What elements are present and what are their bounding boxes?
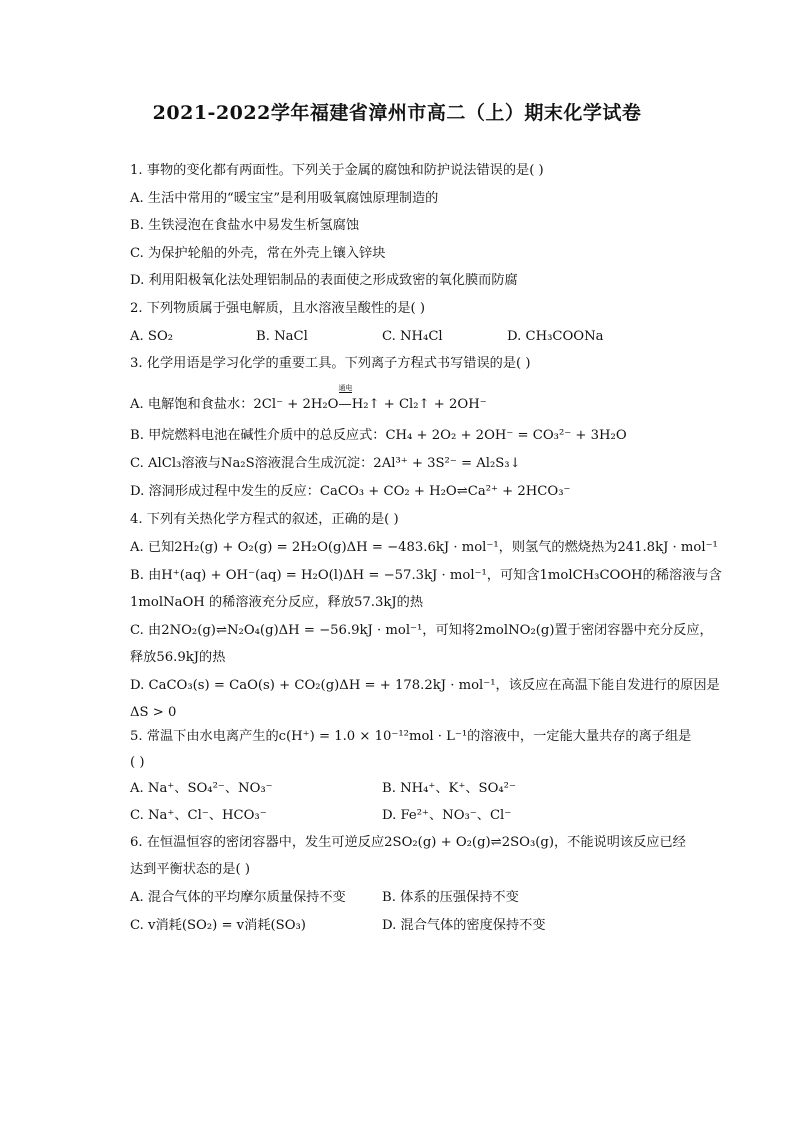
question-1-option-a: A. 生活中常用的“暖宝宝”是利用吸氧腐蚀原理制造的 xyxy=(130,191,439,206)
question-4-option-b-cont: 1molNaOH 的稀溶液充分反应，释放57.3kJ的热 xyxy=(130,595,424,610)
question-4-option-d-cont: ΔS > 0 xyxy=(130,705,177,720)
question-4-option-c: C. 由2NO₂(g)⇌N₂O₄(g)ΔH = −56.9kJ · mol⁻¹，可知将2molNO₂(g)置于密闭容器中充分反应， xyxy=(130,623,713,638)
question-1-option-d: D. 利用阳极氧化法处理铝制品的表面使之形成致密的氧化膜而防腐 xyxy=(130,273,518,288)
question-2-option-a: A. SO₂ xyxy=(130,329,174,344)
question-2-options xyxy=(130,328,700,346)
question-5-options-row-2 xyxy=(130,807,700,825)
question-5-option-b: B. NH₄⁺、K⁺、SO₄²⁻ xyxy=(382,781,516,796)
page-title: 2021-2022学年福建省漳州市高二（上）期末化学试卷 xyxy=(152,102,642,124)
question-4-option-a: A. 已知2H₂(g) + O₂(g) = 2H₂O(g)ΔH = −483.6kJ · mol⁻¹，则氢气的燃烧热为241.8kJ · mol⁻¹ xyxy=(130,540,718,555)
question-3-option-a xyxy=(130,384,700,414)
question-6-option-a: A. 混合气体的平均摩尔质量保持不变 xyxy=(130,890,346,905)
question-1-stem: 1. 事物的变化都有两面性。下列关于金属的腐蚀和防护说法错误的是( ) xyxy=(130,163,544,178)
question-5-stem-cont: ( ) xyxy=(130,755,145,770)
question-2-option-d: D. CH₃COONa xyxy=(507,329,604,344)
question-2-stem: 2. 下列物质属于强电解质，且水溶液呈酸性的是( ) xyxy=(130,301,426,316)
electrolysis-label: 通电 xyxy=(338,384,353,392)
question-6-stem: 6. 在恒温恒容的密闭容器中，发生可逆反应2SO₂(g) + O₂(g)⇌2SO₃(g)，不能说明该反应已经 xyxy=(130,835,686,850)
question-5-option-a: A. Na⁺、SO₄²⁻、NO₃⁻ xyxy=(130,781,273,796)
question-5-stem: 5. 常温下由水电离产生的c(H⁺) = 1.0 × 10⁻¹²mol · L⁻¹的溶液中，一定能大量共存的离子组是 xyxy=(130,729,692,744)
question-3-stem: 3. 化学用语是学习化学的重要工具。下列离子方程式书写错误的是( ) xyxy=(130,356,531,371)
question-4-option-b: B. 由H⁺(aq) + OH⁻(aq) = H₂O(l)ΔH = −57.3kJ · mol⁻¹，可知含1molCH₃COOH的稀溶液与含 xyxy=(130,568,722,583)
question-6-option-b: B. 体系的压强保持不变 xyxy=(382,890,519,905)
question-1-option-c: C. 为保护轮船的外壳，常在外壳上镶入锌块 xyxy=(130,246,386,261)
question-2-option-b: B. NaCl xyxy=(256,329,308,344)
question-2-option-c: C. NH₄Cl xyxy=(382,329,443,344)
electrolysis-condition: 通电 — xyxy=(338,384,353,412)
question-6-option-c: C. v消耗(SO₂) = v消耗(SO₃) xyxy=(130,918,306,933)
question-6-option-d: D. 混合气体的密度保持不变 xyxy=(382,918,546,933)
question-5-options-row-1 xyxy=(130,780,700,798)
question-4-stem: 4. 下列有关热化学方程式的叙述，正确的是( ) xyxy=(130,512,399,527)
question-3-option-d: D. 溶洞形成过程中发生的反应：CaCO₃ + CO₂ + H₂O⇌Ca²⁺ + 2HCO₃⁻ xyxy=(130,484,571,499)
question-6-stem-cont: 达到平衡状态的是( ) xyxy=(130,862,250,877)
question-5-option-d: D. Fe²⁺、NO₃⁻、Cl⁻ xyxy=(382,808,512,823)
question-4-option-d: D. CaCO₃(s) = CaO(s) + CO₂(g)ΔH = + 178.2kJ · mol⁻¹，该反应在高温下能自发进行的原因是 xyxy=(130,678,720,693)
question-4-option-c-cont: 释放56.9kJ的热 xyxy=(130,650,226,665)
question-6-options-row-1 xyxy=(130,889,700,907)
question-5-option-c: C. Na⁺、Cl⁻、HCO₃⁻ xyxy=(130,808,267,823)
question-1-option-b: B. 生铁浸泡在食盐水中易发生析氢腐蚀 xyxy=(130,218,360,233)
question-3-option-b: B. 甲烷燃料电池在碱性介质中的总反应式：CH₄ + 2O₂ + 2OH⁻ = CO₃²⁻ + 3H₂O xyxy=(130,428,627,443)
question-6-options-row-2 xyxy=(130,917,700,935)
question-3-option-a-lhs: A. 电解饱和食盐水：2Cl⁻ + 2H₂O xyxy=(130,397,339,412)
question-3-option-c: C. AlCl₃溶液与Na₂S溶液混合生成沉淀：2Al³⁺ + 3S²⁻ = Al₂S₃↓ xyxy=(130,456,521,471)
question-3-option-a-rhs: H₂↑ + Cl₂↑ + 2OH⁻ xyxy=(351,397,487,412)
